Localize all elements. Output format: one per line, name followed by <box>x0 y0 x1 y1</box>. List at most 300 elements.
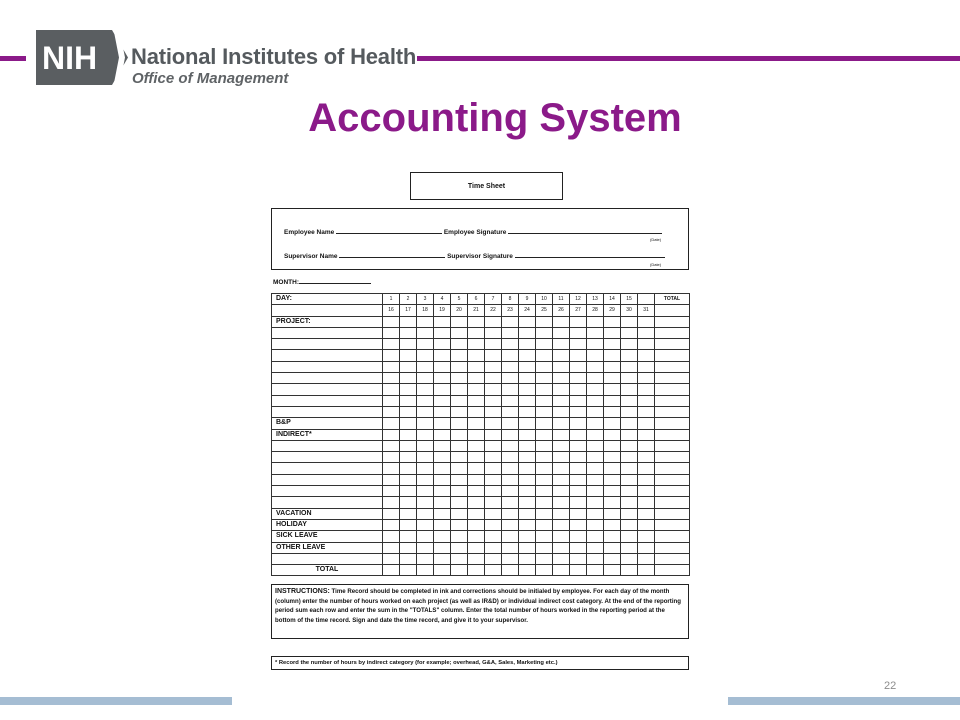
table-row <box>272 565 690 576</box>
row-label <box>272 384 383 395</box>
hours-cell <box>434 486 451 497</box>
hours-cell <box>383 542 400 553</box>
hours-cell <box>519 373 536 384</box>
hours-cell <box>434 384 451 395</box>
hours-cell <box>451 542 468 553</box>
hours-cell <box>485 440 502 451</box>
hours-cell <box>400 497 417 508</box>
hours-cell <box>468 418 485 429</box>
hours-cell <box>417 418 434 429</box>
hours-cell <box>383 350 400 361</box>
day-number: 16 <box>383 305 400 316</box>
hours-cell <box>502 395 519 406</box>
hours-cell <box>434 429 451 440</box>
hours-cell <box>502 519 519 530</box>
hours-cell <box>519 474 536 485</box>
hours-cell <box>553 542 570 553</box>
hours-cell <box>451 474 468 485</box>
hours-cell <box>451 373 468 384</box>
hours-cell <box>536 542 553 553</box>
row-total-cell <box>655 406 690 417</box>
employee-signature-blank <box>508 227 662 234</box>
row-label: SICK LEAVE <box>272 531 383 542</box>
hours-cell <box>383 406 400 417</box>
supervisor-name-label: Supervisor Name <box>284 253 338 260</box>
hours-cell <box>485 350 502 361</box>
hours-cell <box>383 327 400 338</box>
hours-cell <box>417 565 434 576</box>
hours-cell <box>502 429 519 440</box>
hours-cell <box>468 327 485 338</box>
hours-cell <box>536 508 553 519</box>
hours-cell <box>400 474 417 485</box>
table-row <box>272 486 690 497</box>
hours-cell <box>451 486 468 497</box>
hours-cell <box>553 429 570 440</box>
hours-cell <box>570 339 587 350</box>
hours-cell <box>485 486 502 497</box>
hours-cell <box>604 316 621 327</box>
hours-cell <box>485 395 502 406</box>
day-number: 18 <box>417 305 434 316</box>
hours-cell <box>553 327 570 338</box>
hours-cell <box>519 327 536 338</box>
hours-cell <box>621 497 638 508</box>
hours-cell <box>417 361 434 372</box>
row-total-cell <box>655 565 690 576</box>
row-total-cell <box>655 553 690 564</box>
row-total-cell <box>655 395 690 406</box>
hours-cell <box>400 463 417 474</box>
hours-cell <box>383 497 400 508</box>
hours-cell <box>638 519 655 530</box>
day-number: 2 <box>400 294 417 305</box>
hours-cell <box>417 553 434 564</box>
row-label <box>272 486 383 497</box>
table-row <box>272 316 690 327</box>
hours-cell <box>434 553 451 564</box>
hours-cell <box>570 384 587 395</box>
hours-cell <box>383 553 400 564</box>
day-number: 19 <box>434 305 451 316</box>
day-number: 9 <box>519 294 536 305</box>
hours-cell <box>383 384 400 395</box>
hours-cell <box>502 384 519 395</box>
hours-cell <box>485 508 502 519</box>
hours-cell <box>434 497 451 508</box>
hours-cell <box>417 452 434 463</box>
hours-cell <box>519 519 536 530</box>
row-total-cell <box>655 463 690 474</box>
hours-cell <box>485 418 502 429</box>
row-total-cell <box>655 361 690 372</box>
hours-cell <box>587 429 604 440</box>
hours-cell <box>468 361 485 372</box>
row-total-cell <box>655 474 690 485</box>
hours-cell <box>468 531 485 542</box>
row-total-cell <box>655 519 690 530</box>
hours-cell <box>485 373 502 384</box>
employee-signature-label: Employee Signature <box>443 229 507 236</box>
hours-cell <box>400 565 417 576</box>
hours-cell <box>468 373 485 384</box>
hours-cell <box>485 429 502 440</box>
hours-cell <box>417 395 434 406</box>
hours-cell <box>519 418 536 429</box>
hours-cell <box>570 553 587 564</box>
hours-cell <box>502 553 519 564</box>
hours-cell <box>434 440 451 451</box>
row-label: B&P <box>272 418 383 429</box>
table-row <box>272 497 690 508</box>
hours-cell <box>536 327 553 338</box>
hours-cell <box>604 350 621 361</box>
hours-cell <box>502 565 519 576</box>
row-total-cell <box>655 542 690 553</box>
day-label-blank <box>272 305 383 316</box>
row-total-cell <box>655 497 690 508</box>
hours-cell <box>553 508 570 519</box>
hours-cell <box>621 361 638 372</box>
hours-cell <box>570 519 587 530</box>
hours-cell <box>570 406 587 417</box>
hours-cell <box>553 395 570 406</box>
hours-cell <box>417 350 434 361</box>
row-total-cell <box>655 316 690 327</box>
hours-cell <box>519 565 536 576</box>
table-row <box>272 327 690 338</box>
hours-cell <box>417 463 434 474</box>
hours-cell <box>468 474 485 485</box>
total-blank <box>655 305 690 316</box>
signature-box <box>271 208 689 270</box>
hours-cell <box>468 565 485 576</box>
hours-cell <box>570 565 587 576</box>
hours-cell <box>502 497 519 508</box>
hours-cell <box>570 452 587 463</box>
table-row <box>272 406 690 417</box>
hours-cell <box>604 373 621 384</box>
hours-cell <box>400 553 417 564</box>
hours-cell <box>400 418 417 429</box>
hours-cell <box>638 463 655 474</box>
hours-cell <box>621 486 638 497</box>
hours-cell <box>400 316 417 327</box>
hours-cell <box>519 384 536 395</box>
day-number: 21 <box>468 305 485 316</box>
hours-cell <box>451 361 468 372</box>
row-label: OTHER LEAVE <box>272 542 383 553</box>
month-label: MONTH: <box>273 279 299 286</box>
hours-cell <box>502 406 519 417</box>
hours-cell <box>621 395 638 406</box>
hours-cell <box>587 474 604 485</box>
hours-cell <box>434 316 451 327</box>
hours-cell <box>417 508 434 519</box>
hours-cell <box>451 395 468 406</box>
supervisor-line <box>284 251 665 260</box>
row-label <box>272 395 383 406</box>
hours-cell <box>553 406 570 417</box>
hours-cell <box>451 316 468 327</box>
hours-cell <box>502 418 519 429</box>
hours-cell <box>383 316 400 327</box>
hours-cell <box>638 440 655 451</box>
row-total-cell <box>655 384 690 395</box>
hours-cell <box>400 373 417 384</box>
table-row <box>272 531 690 542</box>
table-row <box>272 463 690 474</box>
hours-cell <box>587 553 604 564</box>
table-row <box>272 361 690 372</box>
hours-cell <box>400 384 417 395</box>
hours-cell <box>638 486 655 497</box>
hours-cell <box>604 429 621 440</box>
hours-cell <box>519 316 536 327</box>
hours-cell <box>434 327 451 338</box>
hours-cell <box>587 486 604 497</box>
hours-cell <box>638 508 655 519</box>
hours-cell <box>417 339 434 350</box>
time-sheet-grid <box>271 293 690 576</box>
hours-cell <box>570 316 587 327</box>
row-label <box>272 350 383 361</box>
hours-cell <box>434 395 451 406</box>
hours-cell <box>468 497 485 508</box>
row-label <box>272 339 383 350</box>
hours-cell <box>553 440 570 451</box>
hours-cell <box>621 339 638 350</box>
month-field <box>273 277 371 286</box>
hours-cell <box>485 339 502 350</box>
hours-cell <box>417 497 434 508</box>
hours-cell <box>383 519 400 530</box>
hours-cell <box>485 542 502 553</box>
hours-cell <box>587 452 604 463</box>
hours-cell <box>417 474 434 485</box>
hours-cell <box>536 361 553 372</box>
hours-cell <box>400 542 417 553</box>
hours-cell <box>383 339 400 350</box>
hours-cell <box>519 339 536 350</box>
hours-cell <box>553 350 570 361</box>
hours-cell <box>451 565 468 576</box>
hours-cell <box>638 327 655 338</box>
hours-cell <box>519 429 536 440</box>
hours-cell <box>468 406 485 417</box>
hours-cell <box>604 418 621 429</box>
table-row <box>272 519 690 530</box>
hours-cell <box>383 440 400 451</box>
hours-cell <box>621 452 638 463</box>
hours-cell <box>604 565 621 576</box>
day-number: 22 <box>485 305 502 316</box>
row-total-cell <box>655 440 690 451</box>
hours-cell <box>383 429 400 440</box>
hours-cell <box>587 406 604 417</box>
hours-cell <box>434 519 451 530</box>
hours-cell <box>536 486 553 497</box>
hours-cell <box>502 361 519 372</box>
row-total-cell <box>655 452 690 463</box>
table-row <box>272 350 690 361</box>
row-label <box>272 406 383 417</box>
hours-cell <box>383 463 400 474</box>
row-label <box>272 474 383 485</box>
table-row <box>272 474 690 485</box>
day-number: 5 <box>451 294 468 305</box>
row-total-cell <box>655 339 690 350</box>
hours-cell <box>587 542 604 553</box>
hours-cell <box>417 373 434 384</box>
day-number: 3 <box>417 294 434 305</box>
hours-cell <box>485 553 502 564</box>
hours-cell <box>485 361 502 372</box>
hours-cell <box>553 497 570 508</box>
row-label: VACATION <box>272 508 383 519</box>
hours-cell <box>604 497 621 508</box>
hours-cell <box>621 384 638 395</box>
hours-cell <box>621 474 638 485</box>
day-number: 12 <box>570 294 587 305</box>
hours-cell <box>536 384 553 395</box>
hours-cell <box>519 497 536 508</box>
day-number: 30 <box>621 305 638 316</box>
hours-cell <box>570 361 587 372</box>
hours-cell <box>638 553 655 564</box>
supervisor-signature-blank <box>515 251 665 258</box>
hours-cell <box>468 429 485 440</box>
hours-cell <box>604 384 621 395</box>
hours-cell <box>485 531 502 542</box>
header-accent-bar-left <box>0 56 26 61</box>
table-row <box>272 384 690 395</box>
hours-cell <box>604 508 621 519</box>
hours-cell <box>570 474 587 485</box>
total-header: TOTAL <box>655 294 690 305</box>
hours-cell <box>638 350 655 361</box>
hours-cell <box>587 395 604 406</box>
hours-cell <box>434 418 451 429</box>
hours-cell <box>502 542 519 553</box>
hours-cell <box>400 395 417 406</box>
hours-cell <box>417 519 434 530</box>
hours-cell <box>587 418 604 429</box>
hours-cell <box>400 361 417 372</box>
table-row <box>272 452 690 463</box>
hours-cell <box>587 316 604 327</box>
row-total-cell <box>655 327 690 338</box>
hours-cell <box>638 531 655 542</box>
hours-cell <box>468 519 485 530</box>
row-label <box>272 553 383 564</box>
employee-date-label: (Date) <box>650 237 662 242</box>
hours-cell <box>519 406 536 417</box>
row-label: PROJECT: <box>272 316 383 327</box>
hours-cell <box>587 519 604 530</box>
hours-cell <box>400 440 417 451</box>
day-header-row <box>272 294 690 305</box>
row-label <box>272 497 383 508</box>
hours-cell <box>536 531 553 542</box>
supervisor-signature-label: Supervisor Signature <box>447 253 513 260</box>
hours-cell <box>570 463 587 474</box>
hours-cell <box>587 531 604 542</box>
hours-cell <box>451 350 468 361</box>
hours-cell <box>536 519 553 530</box>
day-number: 15 <box>621 294 638 305</box>
hours-cell <box>587 384 604 395</box>
time-sheet-title-box: Time Sheet <box>410 172 563 200</box>
instructions-text: Time Record should be completed in ink and corrections should be initialed by employee. For each day of the month (column) enter the number of hours worked on each project (as well as IR&D) or individual indirect cost category. At the end of the reporting period sum each row and enter the sum in the "TOTALS" column. Enter the total number of hours worked in the reporting period at the bottom of the time record. Sign and date the time record, and give it to your supervisor. <box>275 588 681 624</box>
hours-cell <box>485 384 502 395</box>
hours-cell <box>638 339 655 350</box>
header-accent-bar-right <box>417 56 960 61</box>
hours-cell <box>570 395 587 406</box>
hours-cell <box>502 316 519 327</box>
day-number: 6 <box>468 294 485 305</box>
hours-cell <box>383 452 400 463</box>
day-number: 25 <box>536 305 553 316</box>
row-label <box>272 361 383 372</box>
table-row <box>272 440 690 451</box>
hours-cell <box>604 452 621 463</box>
hours-cell <box>400 429 417 440</box>
table-row <box>272 508 690 519</box>
table-row <box>272 395 690 406</box>
hours-cell <box>417 542 434 553</box>
hours-cell <box>587 350 604 361</box>
hours-cell <box>519 361 536 372</box>
hours-cell <box>553 361 570 372</box>
hours-cell <box>553 339 570 350</box>
hours-cell <box>468 486 485 497</box>
hours-cell <box>383 474 400 485</box>
hours-cell <box>553 373 570 384</box>
hours-cell <box>417 406 434 417</box>
hours-cell <box>400 519 417 530</box>
hours-cell <box>400 531 417 542</box>
hours-cell <box>621 418 638 429</box>
hours-cell <box>519 486 536 497</box>
hours-cell <box>536 418 553 429</box>
hours-cell <box>451 553 468 564</box>
hours-cell <box>451 406 468 417</box>
day-number <box>638 294 655 305</box>
hours-cell <box>434 531 451 542</box>
hours-cell <box>570 486 587 497</box>
hours-cell <box>604 553 621 564</box>
nih-logo-icon <box>36 30 128 85</box>
hours-cell <box>502 327 519 338</box>
hours-cell <box>638 361 655 372</box>
hours-cell <box>536 463 553 474</box>
hours-cell <box>434 474 451 485</box>
row-total-cell <box>655 531 690 542</box>
hours-cell <box>485 474 502 485</box>
day-number: 27 <box>570 305 587 316</box>
hours-cell <box>638 395 655 406</box>
hours-cell <box>553 316 570 327</box>
hours-cell <box>604 406 621 417</box>
day-number: 11 <box>553 294 570 305</box>
hours-cell <box>434 565 451 576</box>
table-row <box>272 339 690 350</box>
hours-cell <box>502 486 519 497</box>
hours-cell <box>417 327 434 338</box>
hours-cell <box>434 508 451 519</box>
hours-cell <box>604 531 621 542</box>
